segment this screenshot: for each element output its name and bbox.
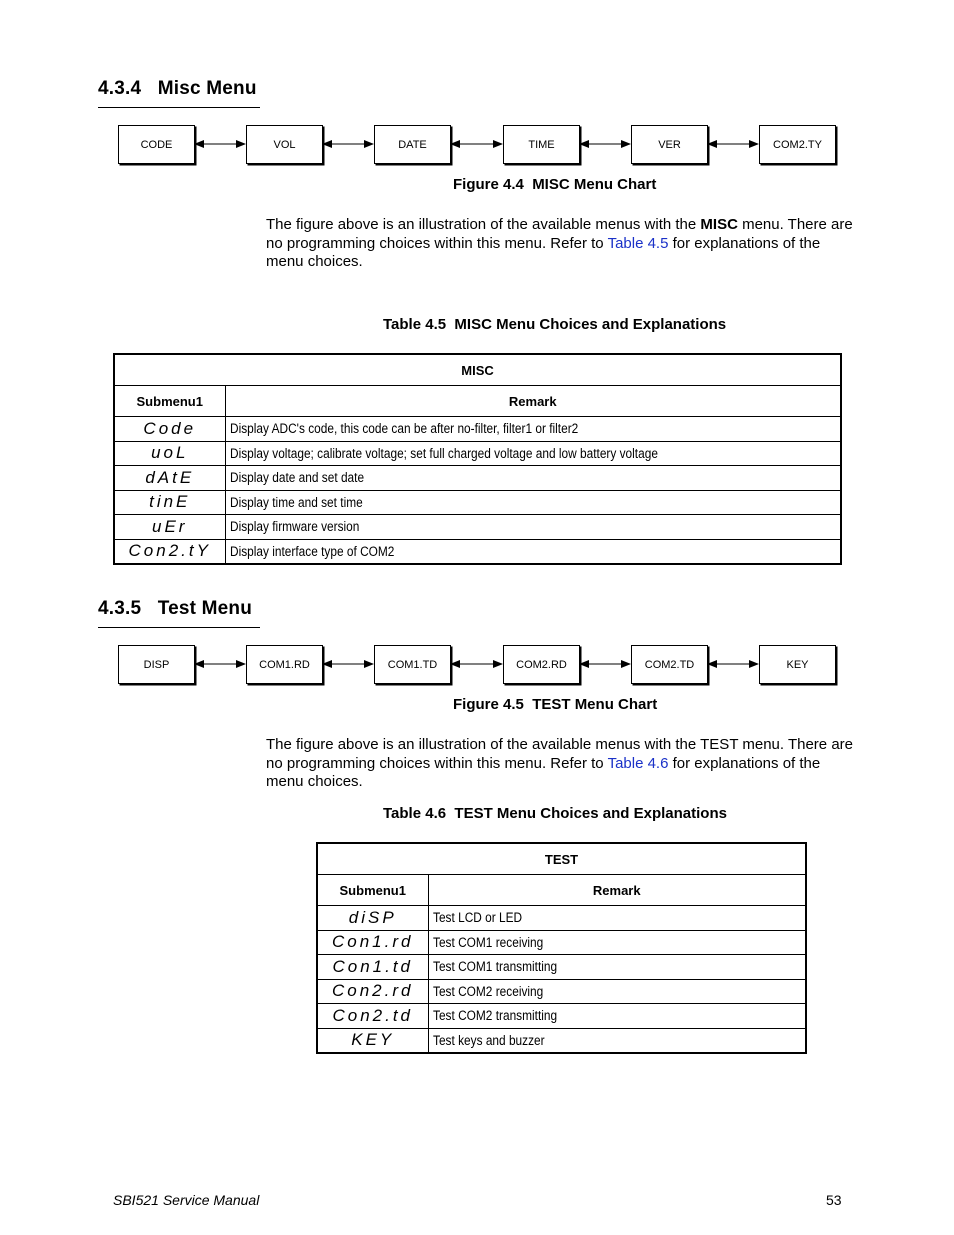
chart-box-com1td: COM1.TD bbox=[374, 645, 451, 684]
table-row bbox=[317, 906, 806, 931]
table-row bbox=[114, 490, 841, 515]
column-header-submenu: Submenu1 bbox=[114, 386, 225, 417]
table-row bbox=[317, 1004, 806, 1029]
remark-cell bbox=[428, 979, 806, 1004]
lcd-code: uoL bbox=[114, 441, 225, 466]
para-text: for explanations of the menu choices. bbox=[266, 234, 821, 270]
para-text: The figure above is an illustration of the available menus with the bbox=[266, 216, 701, 233]
paragraph-misc bbox=[266, 216, 854, 272]
lcd-code: tinE bbox=[114, 490, 225, 515]
table-4-5-link[interactable]: Table 4.5 bbox=[607, 234, 669, 252]
misc-chart-arrows bbox=[0, 0, 954, 200]
table-row bbox=[317, 930, 806, 955]
paragraph-test bbox=[266, 736, 854, 792]
lcd-code: KEY bbox=[317, 1028, 428, 1053]
table-title: TEST bbox=[317, 843, 806, 875]
chart-box-ver: VER bbox=[631, 125, 708, 164]
remark-cell bbox=[225, 490, 841, 515]
remark-cell bbox=[225, 515, 841, 540]
chart-box-key: KEY bbox=[759, 645, 836, 684]
table-row bbox=[114, 441, 841, 466]
lcd-code: Con1.td bbox=[317, 955, 428, 980]
remark-cell bbox=[225, 466, 841, 491]
chart-box-disp: DISP bbox=[118, 645, 195, 684]
lcd-code: Code bbox=[114, 417, 225, 442]
footer-page-number: 53 bbox=[826, 1192, 842, 1208]
lcd-code: uEr bbox=[114, 515, 225, 540]
remark-text: Test COM2 transmitting bbox=[432, 1008, 557, 1024]
figure-caption-misc: Figure 4.4 MISC Menu Chart bbox=[453, 176, 657, 193]
remark-text: Display firmware version bbox=[229, 519, 359, 535]
chart-box-com1rd: COM1.RD bbox=[246, 645, 323, 684]
column-header-remark: Remark bbox=[225, 386, 841, 417]
figure-caption-test: Figure 4.5 TEST Menu Chart bbox=[453, 696, 658, 713]
remark-cell bbox=[428, 906, 806, 931]
test-table bbox=[316, 842, 807, 1054]
para-bold: MISC bbox=[700, 216, 738, 233]
remark-cell bbox=[428, 930, 806, 955]
chart-box-com2rd: COM2.RD bbox=[503, 645, 580, 684]
table-row bbox=[114, 539, 841, 564]
remark-text: Display interface type of COM2 bbox=[229, 543, 394, 559]
remark-text: Test COM2 receiving bbox=[432, 983, 543, 999]
chart-box-vol: VOL bbox=[246, 125, 323, 164]
remark-text: Display voltage; calibrate voltage; set full charged voltage and low battery voltage bbox=[229, 445, 658, 461]
para-text: menu. There are no programming choices within this menu. Refer to bbox=[266, 216, 853, 252]
lcd-code: Con1.rd bbox=[317, 930, 428, 955]
section-heading-misc: 4.3.4 Misc Menu bbox=[98, 78, 257, 99]
table-title: MISC bbox=[114, 354, 841, 386]
table-row bbox=[317, 1028, 806, 1053]
remark-text: Display ADC's code, this code can be after no-filter, filter1 or filter2 bbox=[229, 421, 578, 437]
para-text: for explanations of the menu choices. bbox=[266, 754, 821, 790]
remark-cell bbox=[428, 1004, 806, 1029]
chart-box-com2ty: COM2.TY bbox=[759, 125, 836, 164]
lcd-code: Con2.td bbox=[317, 1004, 428, 1029]
misc-table bbox=[113, 353, 842, 565]
lcd-code: dAtE bbox=[114, 466, 225, 491]
remark-cell bbox=[428, 955, 806, 980]
remark-cell bbox=[225, 417, 841, 442]
table-4-6-link[interactable]: Table 4.6 bbox=[607, 754, 669, 772]
chart-box-time: TIME bbox=[503, 125, 580, 164]
remark-text: Display time and set time bbox=[229, 494, 363, 510]
lcd-code: Con2.rd bbox=[317, 979, 428, 1004]
table-caption-test: Table 4.6 TEST Menu Choices and Explanations bbox=[383, 805, 727, 822]
table-row bbox=[114, 515, 841, 540]
section-heading-test: 4.3.5 Test Menu bbox=[98, 598, 253, 619]
chart-box-code: CODE bbox=[118, 125, 195, 164]
remark-text: Test COM1 transmitting bbox=[432, 959, 557, 975]
table-row bbox=[114, 466, 841, 491]
chart-box-date: DATE bbox=[374, 125, 451, 164]
remark-cell bbox=[225, 441, 841, 466]
remark-cell bbox=[225, 539, 841, 564]
table-row bbox=[317, 955, 806, 980]
table-caption-misc: Table 4.5 MISC Menu Choices and Explanations bbox=[383, 316, 727, 333]
remark-text: Test keys and buzzer bbox=[432, 1032, 545, 1048]
column-header-remark: Remark bbox=[428, 875, 806, 906]
footer-manual-title: SBI521 Service Manual bbox=[113, 1192, 260, 1208]
para-text: The figure above is an illustration of the available menus with the TEST menu. There are no programming choices within this menu. Refer to bbox=[266, 736, 853, 772]
chart-box-com2td: COM2.TD bbox=[631, 645, 708, 684]
lcd-code: Con2.tY bbox=[114, 539, 225, 564]
remark-text: Display date and set date bbox=[229, 470, 364, 486]
table-row bbox=[114, 417, 841, 442]
table-row bbox=[317, 979, 806, 1004]
remark-text: Test COM1 receiving bbox=[432, 934, 543, 950]
column-header-submenu: Submenu1 bbox=[317, 875, 428, 906]
remark-cell bbox=[428, 1028, 806, 1053]
remark-text: Test LCD or LED bbox=[432, 910, 522, 926]
lcd-code: diSP bbox=[317, 906, 428, 931]
